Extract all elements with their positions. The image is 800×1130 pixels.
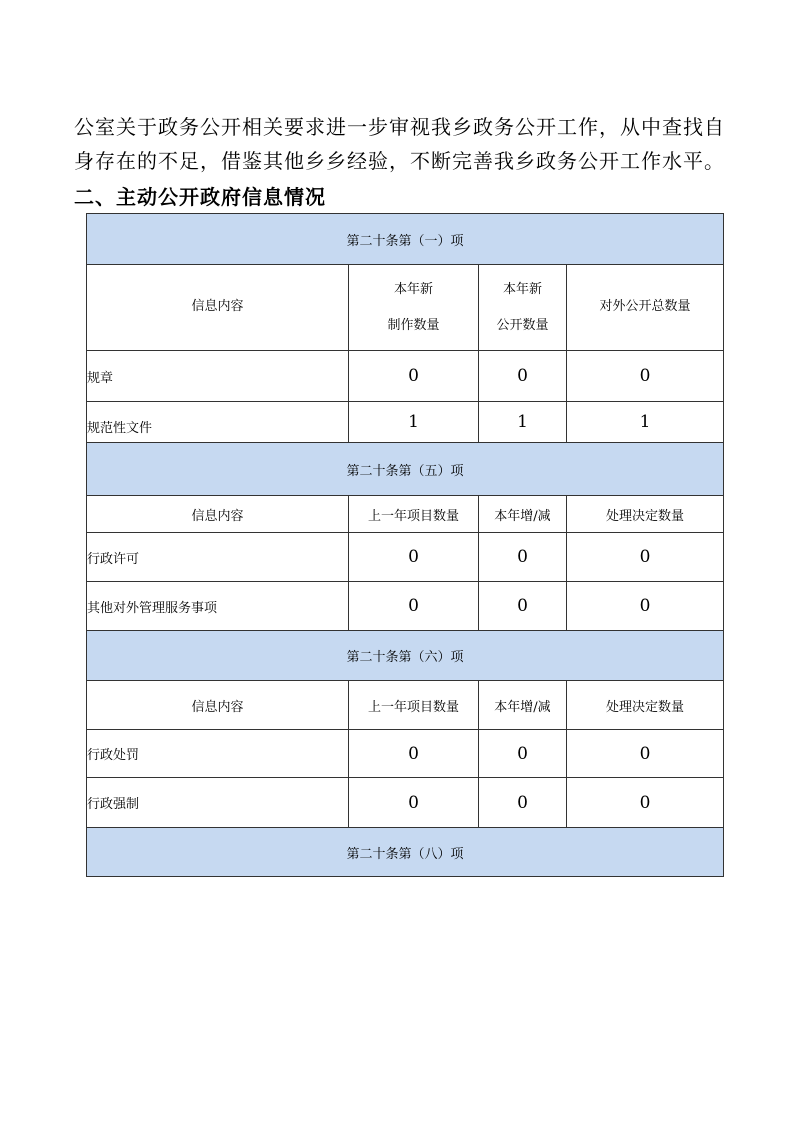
header-decision-count: 处理决定数量 (567, 681, 724, 730)
section-title-art20-6: 第二十条第（六）项 (87, 631, 724, 681)
header-info-content: 信息内容 (87, 265, 349, 351)
row-label: 行政强制 (87, 778, 349, 828)
row-label: 行政处罚 (87, 730, 349, 778)
cell-value: 0 (349, 533, 479, 582)
table-row (87, 730, 724, 778)
cell-value: 0 (479, 351, 567, 402)
header-info-content: 信息内容 (87, 496, 349, 533)
cell-value: 0 (567, 533, 724, 582)
header-info-content: 信息内容 (87, 681, 349, 730)
cell-value: 0 (349, 582, 479, 631)
section-title-art20-8: 第二十条第（八）项 (87, 828, 724, 877)
header-new-published-count (479, 265, 567, 351)
table-row (87, 351, 724, 402)
cell-value: 1 (567, 402, 724, 443)
header-decision-count: 处理决定数量 (567, 496, 724, 533)
cell-value: 0 (567, 730, 724, 778)
section-title-art20-5: 第二十条第（五）项 (87, 443, 724, 496)
cell-value: 1 (479, 402, 567, 443)
disclosure-table (86, 213, 724, 877)
cell-value: 0 (479, 533, 567, 582)
section-heading: 二、主动公开政府信息情况 (74, 185, 326, 209)
row-label: 规范性文件 (87, 402, 349, 443)
header-total-public-count: 对外公开总数量 (567, 265, 724, 351)
row-label: 规章 (87, 351, 349, 402)
cell-value: 0 (479, 778, 567, 828)
header-new-created-count (349, 265, 479, 351)
section-title-art20-1: 第二十条第（一）项 (87, 214, 724, 265)
header-prev-year-count: 上一年项目数量 (349, 496, 479, 533)
header-line: 本年新 (502, 281, 542, 297)
cell-value: 0 (479, 730, 567, 778)
row-label: 其他对外管理服务事项 (87, 582, 349, 631)
cell-value: 1 (349, 402, 479, 443)
table-row (87, 778, 724, 828)
header-year-change: 本年增/减 (479, 681, 567, 730)
table-row (87, 402, 724, 443)
header-line: 公开数量 (496, 317, 549, 333)
paragraph-line-2: 身存在的不足，借鉴其他乡乡经验，不断完善我乡政务公开工作水平。 (74, 149, 725, 173)
cell-value: 0 (349, 778, 479, 828)
body-paragraph (74, 110, 754, 178)
cell-value: 0 (349, 730, 479, 778)
table-row (87, 533, 724, 582)
header-year-change: 本年增/减 (479, 496, 567, 533)
cell-value: 0 (567, 778, 724, 828)
header-line: 制作数量 (387, 317, 440, 333)
cell-value: 0 (567, 582, 724, 631)
cell-value: 0 (567, 351, 724, 402)
cell-value: 0 (479, 582, 567, 631)
header-line: 本年新 (393, 281, 433, 297)
cell-value: 0 (349, 351, 479, 402)
header-prev-year-count: 上一年项目数量 (349, 681, 479, 730)
row-label: 行政许可 (87, 533, 349, 582)
table-row (87, 582, 724, 631)
paragraph-line-1: 公室关于政务公开相关要求进一步审视我乡政务公开工作，从中查找自 (74, 115, 725, 139)
